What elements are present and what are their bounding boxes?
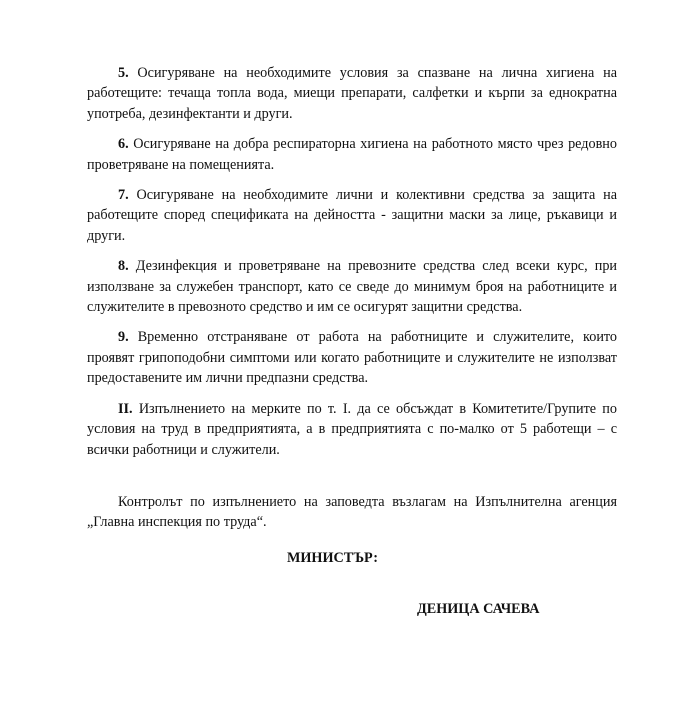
measure-item-5 — [87, 63, 617, 124]
item-number: 8. — [118, 258, 129, 275]
signature-title: МИНИСТЪР: — [287, 550, 378, 566]
measure-item-6 — [87, 134, 617, 175]
section-number: II. — [118, 400, 133, 417]
control-paragraph: Контролът по изпълнението на заповедта възлагам на Изпълнителна агенция „Главна инспекция по труда“. — [87, 493, 617, 531]
item-number: 9. — [118, 329, 129, 346]
measure-item-7 — [87, 185, 617, 246]
item-text: Осигуряване на необходимите условия за спазване на лична хигиена на работещите: течаща топла вода, миещи препарати, салфетки и кърпи за еднократна употреба, дезинфектанти и други. — [87, 65, 617, 122]
item-text: Дезинфекция и проветряване на превозните средства след всеки курс, при използване за служебен транспорт, като се сведе до минимум броя на работниците и служителите в превозното средство и им се осигурят защитни средства. — [87, 258, 618, 316]
item-number: 7. — [118, 187, 129, 204]
item-number: 5. — [118, 65, 129, 81]
document-body — [87, 63, 617, 543]
item-text: Осигуряване на добра респираторна хигиена на работното място чрез редовно проветряване на помещенията. — [87, 136, 617, 173]
section-ii-paragraph — [87, 399, 617, 460]
item-text: Временно отстраняване от работа на работниците и служителите, които проявят грипоподобни симптоми или когато работниците и служителите не използват предоставените им лични предпазни средства. — [87, 329, 618, 387]
item-number: 6. — [118, 136, 129, 153]
measure-item-8 — [87, 256, 617, 317]
measure-item-9 — [87, 327, 617, 388]
section-text: Изпълнението на мерките по т. I. да се обсъждат в Комитетите/Групите по условия на труд в предприятията, а в предприятията с по-малко от 5 работещи – с всички работници и служители. — [87, 400, 617, 458]
signature-name: ДЕНИЦА САЧЕВА — [417, 601, 540, 617]
item-text: Осигуряване на необходимите лични и колективни средства за защита на работещите според спецификата на дейността - защитни маски за лице, ръкавици и други. — [87, 187, 618, 244]
